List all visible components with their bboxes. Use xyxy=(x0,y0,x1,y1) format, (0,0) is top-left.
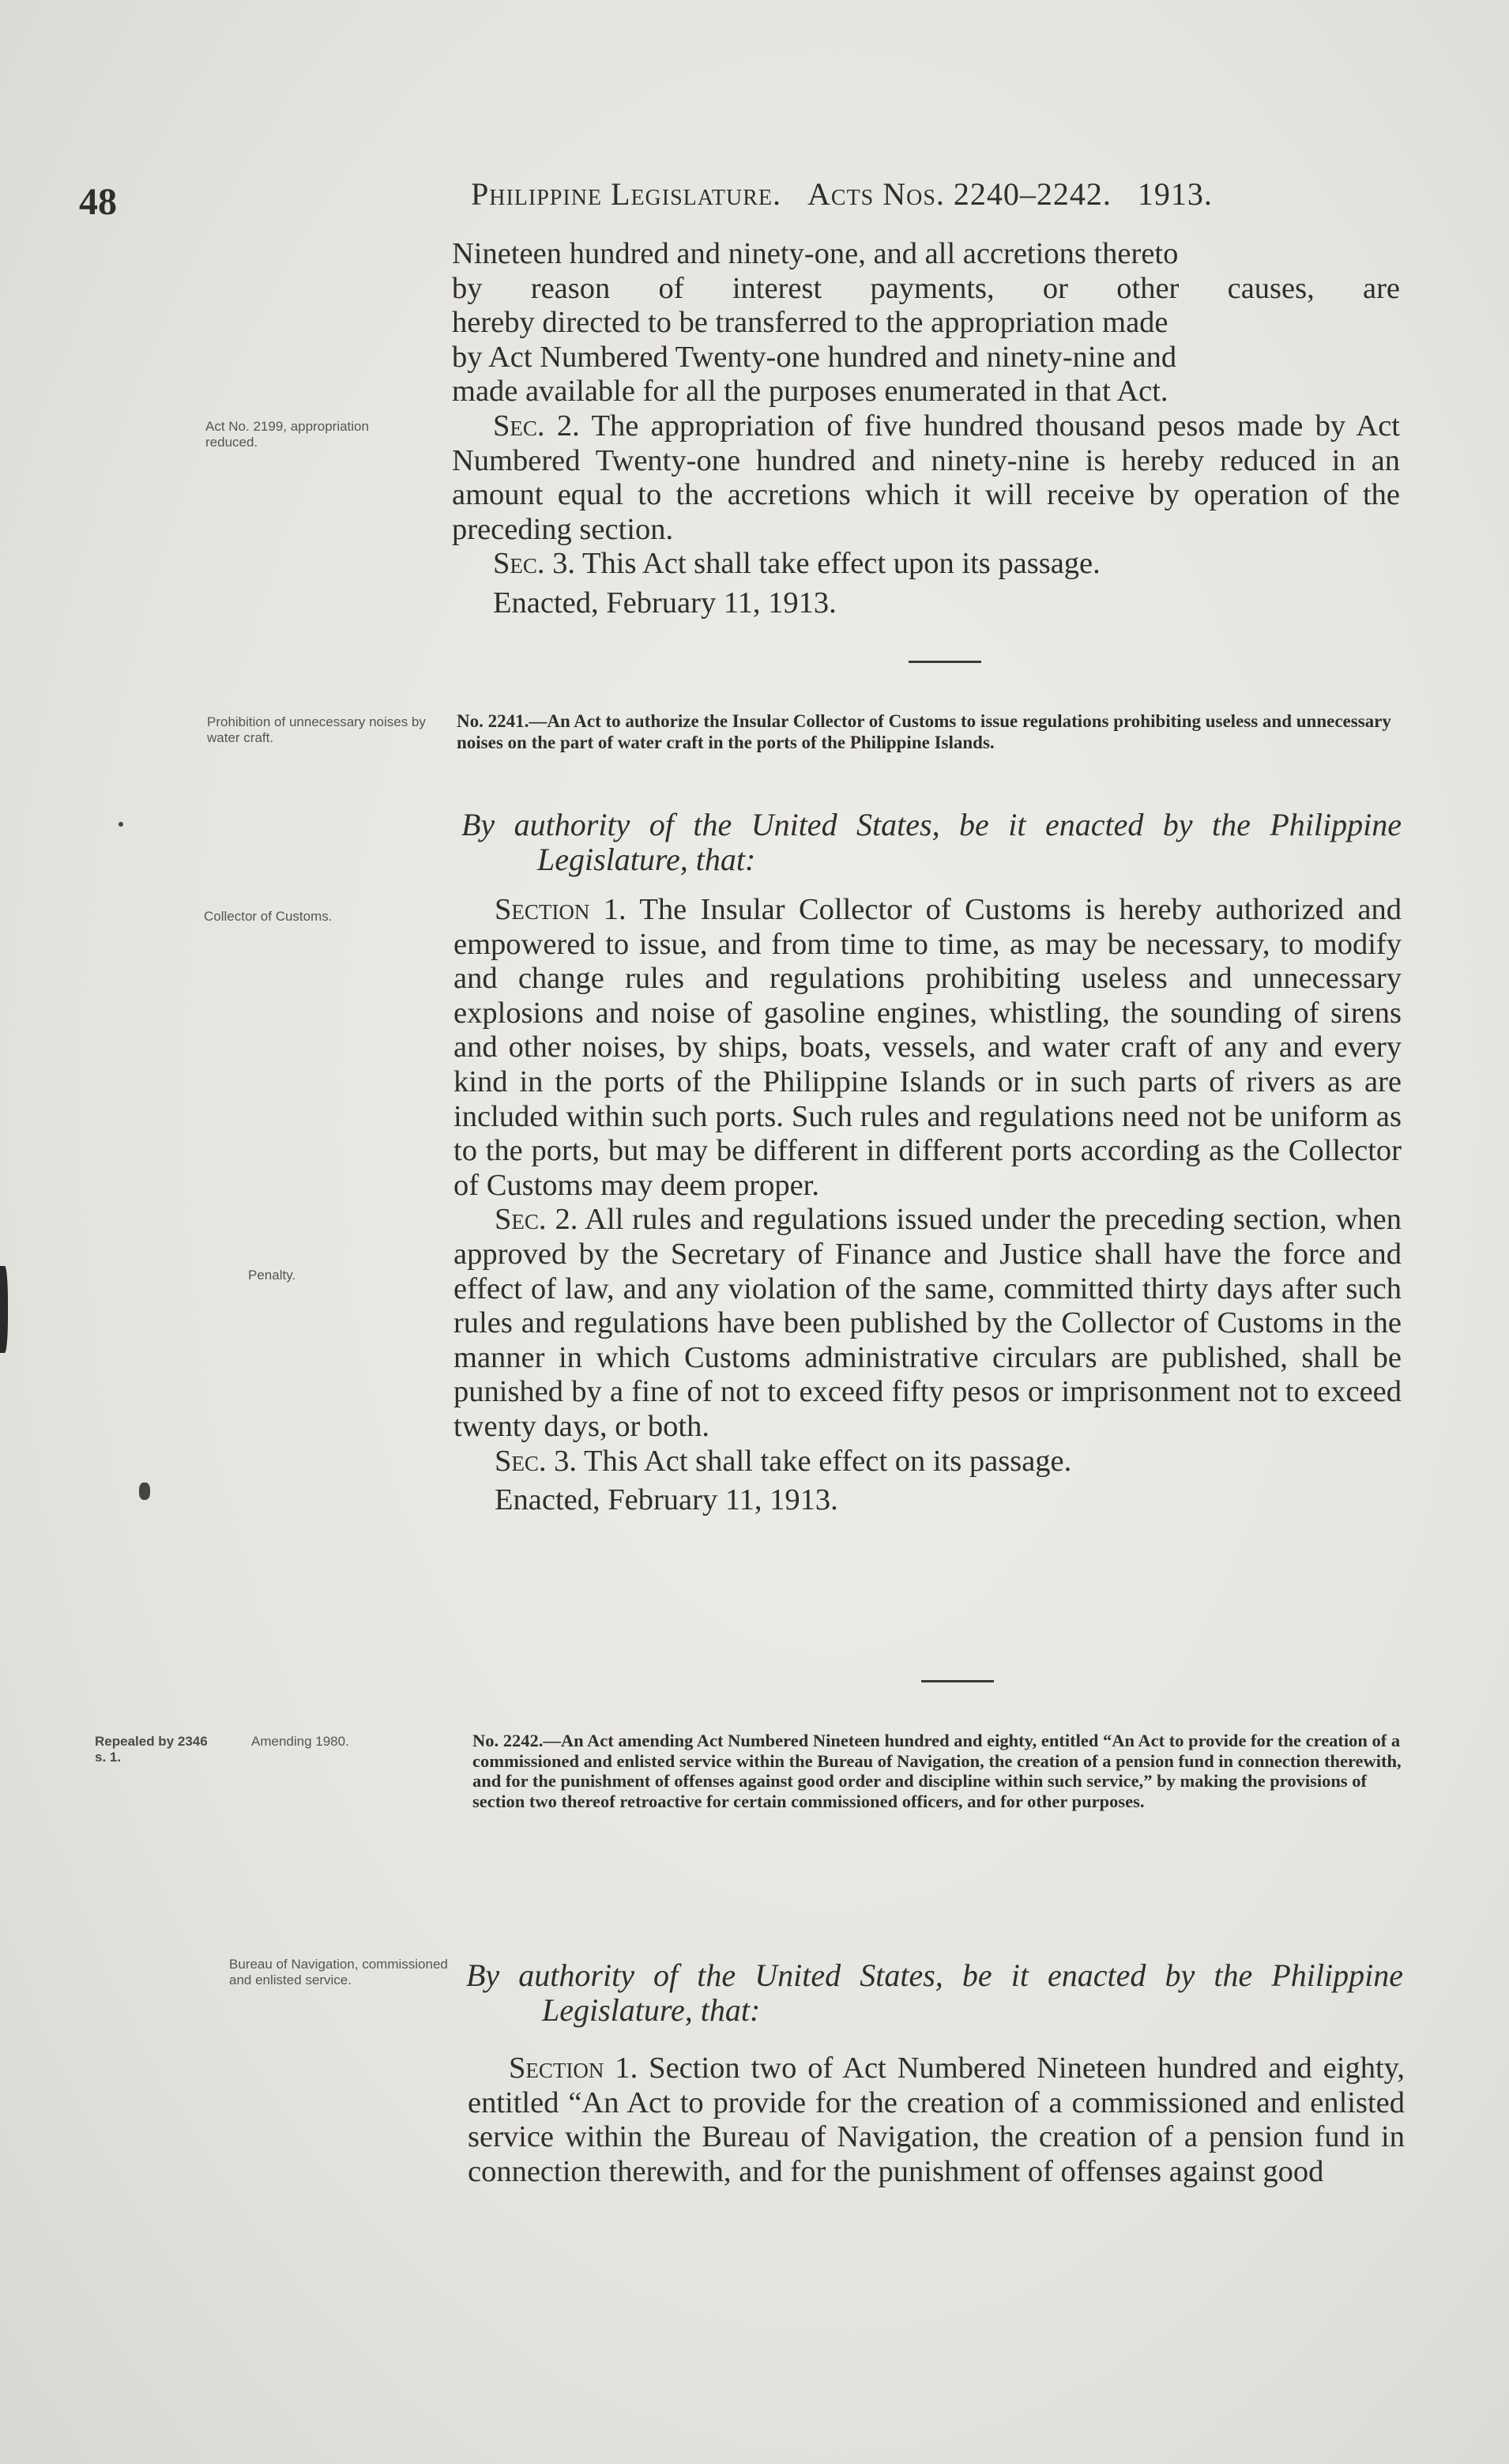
scan-edge-mark xyxy=(0,1266,8,1353)
act-2241-enacting-clause xyxy=(461,808,1402,877)
section-text: Section two of Act Numbered Nineteen hundred and eighty, entitled “An Act to provide for the creation of a commissioned and enlisted service within the Bureau of Navigation, the creation of a pension fund in connection therewith, and for the punishment of offenses against good xyxy=(468,2051,1406,2188)
act-2240-section-3 xyxy=(452,547,1400,582)
page-number: 48 xyxy=(79,181,117,223)
act-2241-number: No. 2241. xyxy=(457,711,529,731)
section-label: Sec. 2. xyxy=(493,409,580,443)
act-2240-line-3: hereby directed to be transferred to the appropriation made xyxy=(452,306,1168,340)
section-label: Sec. 3. xyxy=(493,547,576,581)
act-2241-section-3 xyxy=(453,1445,1402,1479)
act-2241-enacted: Enacted, February 11, 1913. xyxy=(495,1483,838,1517)
margin-note-prohibition: Prohibition of unnecessary noises by water craft. xyxy=(207,714,426,745)
act-2240-line-2: by reason of interest payments, or other causes, are xyxy=(452,271,1400,305)
running-head-acts: Acts Nos. 2240–2242. xyxy=(807,176,1112,212)
act-2240-line-1: Nineteen hundred and ninety-one, and all accretions thereto xyxy=(452,237,1179,270)
act-2242-body xyxy=(468,2051,1405,2189)
section-divider xyxy=(909,661,981,663)
act-2240-line-4: by Act Numbered Twenty-one hundred and ninety-nine and xyxy=(452,340,1177,374)
act-2240-section-2 xyxy=(452,409,1400,547)
act-2242-number: No. 2242. xyxy=(472,1731,544,1750)
running-head xyxy=(471,175,1213,213)
section-text: The Insular Collector of Customs is hereby authorized and empowered to issue, and from time to time, as may be necessary, to modify and change rules and regulations prohibiting useless and unnecessary explosions and noise of gasoline engines, whistling, the sounding of sirens and other noises, by ships, boats, vessels, and water craft of any and every kind in the ports of the Philippine Islands or in such parts of rivers as are included within such ports. Such rules and regulations need not be uniform as to the ports, but may be different in different ports according as the Collector of Customs may deem proper. xyxy=(453,893,1402,1202)
enacting-clause-text: By authority of the United States, be it enacted by the Philippine Legislature, that: xyxy=(461,807,1402,877)
act-2242-enacting-clause xyxy=(466,1958,1403,2028)
section-divider xyxy=(921,1680,994,1682)
act-2242-summary xyxy=(472,1731,1405,1811)
act-2241-title: —An Act to authorize the Insular Collector of Customs to issue regulations prohibiting useless and unnecessary noises on the part of water craft in the ports of the Philippine Islands. xyxy=(457,711,1391,752)
section-text: All rules and regulations issued under the preceding section, when approved by the Secretary of Finance and Justice shall have the force and effect of law, and any violation of the same, committed thirty days after such rules and regulations have been published by the Collector of Customs in the manner in which Customs administrative circulars are published, shall be punished by a fine of not to exceed fifty pesos or imprisonment not to exceed twenty days, or both. xyxy=(453,1203,1402,1443)
section-text: This Act shall take effect on its passage. xyxy=(583,1444,1072,1478)
section-label: Sec. 3. xyxy=(495,1444,578,1478)
margin-note-collector: Collector of Customs. xyxy=(204,909,333,924)
margin-note-amending: Amending 1980. xyxy=(251,1734,349,1749)
margin-note-repealed: Repealed by 2346 s. 1. xyxy=(95,1734,208,1765)
act-2242-title: —An Act amending Act Numbered Nineteen hundred and eighty, entitled “An Act to provide for the creation of a commissioned and enlisted service within the Bureau of Navigation, the creation of a pension fund in connection therewith, and for the punishment of offenses against good order and discipline within such service,” by making the provisions of section two thereof retroactive for certain commissioned officers, and for other purposes. xyxy=(472,1731,1402,1811)
act-2240-enacted: Enacted, February 11, 1913. xyxy=(493,586,837,620)
margin-note-appropriation: Act No. 2199, appropriation reduced. xyxy=(205,419,369,450)
act-2241-summary xyxy=(457,711,1402,753)
section-text: This Act shall take effect upon its passage. xyxy=(581,547,1101,581)
section-label: Section 1. xyxy=(509,2051,638,2085)
running-head-left: Philippine Legislature. xyxy=(471,176,781,212)
section-label: Section 1. xyxy=(495,893,627,926)
section-label: Sec. 2. xyxy=(495,1203,578,1237)
scan-ink-blot xyxy=(139,1483,150,1500)
scan-speck xyxy=(119,822,123,827)
act-2240-tail xyxy=(452,237,1400,621)
section-text: The appropriation of five hundred thousand pesos made by Act Numbered Twenty-one hundred and ninety-nine is hereby reduced in an amount equal to the accretions which it will receive by operation of the preceding section. xyxy=(452,409,1400,546)
enacting-clause-text: By authority of the United States, be it enacted by the Philippine Legislature, that: xyxy=(466,1957,1403,2028)
running-head-year: 1913. xyxy=(1137,176,1213,212)
act-2241-section-2 xyxy=(453,1203,1402,1444)
act-2240-line-5: made available for all the purposes enumerated in that Act. xyxy=(452,375,1168,409)
act-2242-section-1 xyxy=(468,2051,1405,2189)
act-2241-section-1 xyxy=(453,893,1402,1203)
margin-note-penalty: Penalty. xyxy=(248,1268,296,1283)
act-2241-body xyxy=(453,893,1402,1518)
margin-note-bureau-navigation: Bureau of Navigation, commissioned and enlisted service. xyxy=(229,1957,448,1987)
